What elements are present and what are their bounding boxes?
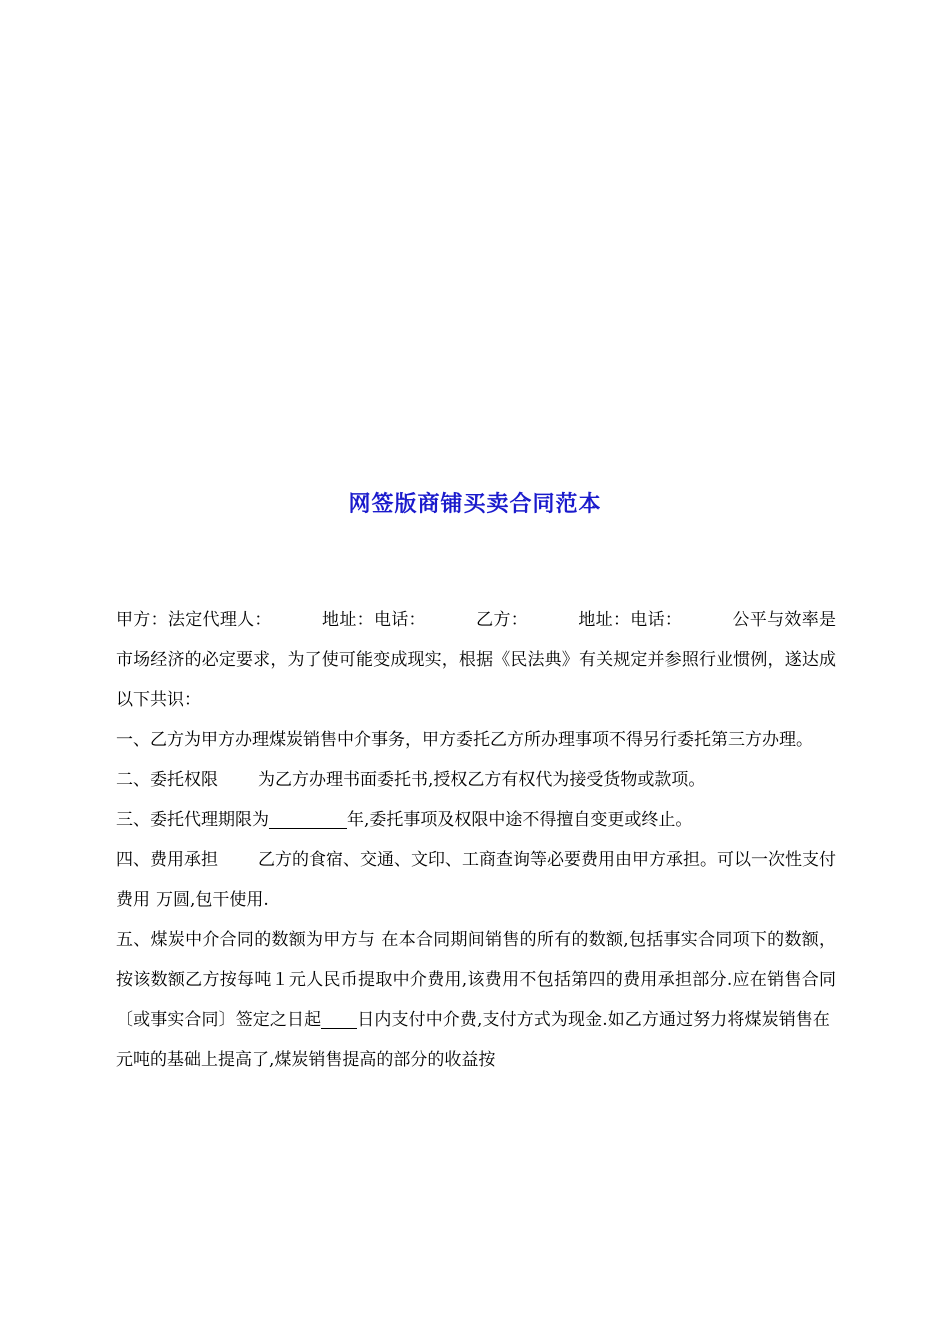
clause-2 — [116, 760, 836, 800]
document-title: 网签版商铺买卖合同范本 — [348, 491, 602, 517]
party-a-address-label: 地址：电话： — [321, 610, 426, 630]
clause-5 — [116, 920, 836, 1080]
document-body — [116, 600, 836, 1080]
party-a-label: 甲方：法定代理人： — [116, 610, 272, 630]
blank-line — [269, 810, 347, 829]
blank-line — [321, 1010, 357, 1029]
clause-2-heading: 二、委托权限 — [116, 770, 218, 790]
clause-5-part-d: 元吨的基础上提高了,煤炭销售提高的部分的收益按 — [116, 1050, 496, 1070]
clause-5-part-a: 五、煤炭中介合同的数额为甲方与 — [116, 930, 376, 950]
clause-5-part-c: 日内支付中介费,支付方式为现金.如乙方通过努力将煤炭销售在 — [357, 1010, 831, 1030]
clause-5-part-b: 在本合同期间销售的所有的数额,包括事实合同项下的数额，按该数额乙方按每吨１元人民币提取中介费用,该费用不包括第四的费用承担部分.应在销售合同〔或事实合同〕签定之日起 — [116, 930, 836, 1030]
clause-1-text: 一、乙方为甲方办理煤炭销售中介事务，甲方委托乙方所办理事项不得另行委托第三方办理。 — [116, 730, 813, 750]
party-b-address-label: 地址：电话： — [578, 610, 683, 630]
clause-4-text: 乙方的食宿、交通、文印、工商查询等必要费用由甲方承担。可以一次性支付费用 — [116, 850, 836, 910]
contract-header-paragraph — [116, 600, 836, 720]
clause-3 — [116, 800, 836, 840]
clause-4-heading: 四、费用承担 — [116, 850, 218, 870]
clause-4 — [116, 840, 836, 920]
clause-3-text-before: 三、委托代理期限为 — [116, 810, 269, 830]
intro-text: 公平与效率是市场经济的必定要求，为了使可能变成现实，根据《民法典》有关规定并参照行业惯例，遂达成以下共识： — [116, 610, 837, 710]
party-b-label: 乙方： — [475, 610, 529, 630]
clause-1 — [116, 720, 836, 760]
clause-4-tail: 万圆,包干使用. — [156, 890, 269, 910]
clause-2-text: 为乙方办理书面委托书,授权乙方有权代为接受货物或款项。 — [258, 770, 706, 790]
clause-3-text-after: 年,委托事项及权限中途不得擅自变更或终止。 — [347, 810, 693, 830]
